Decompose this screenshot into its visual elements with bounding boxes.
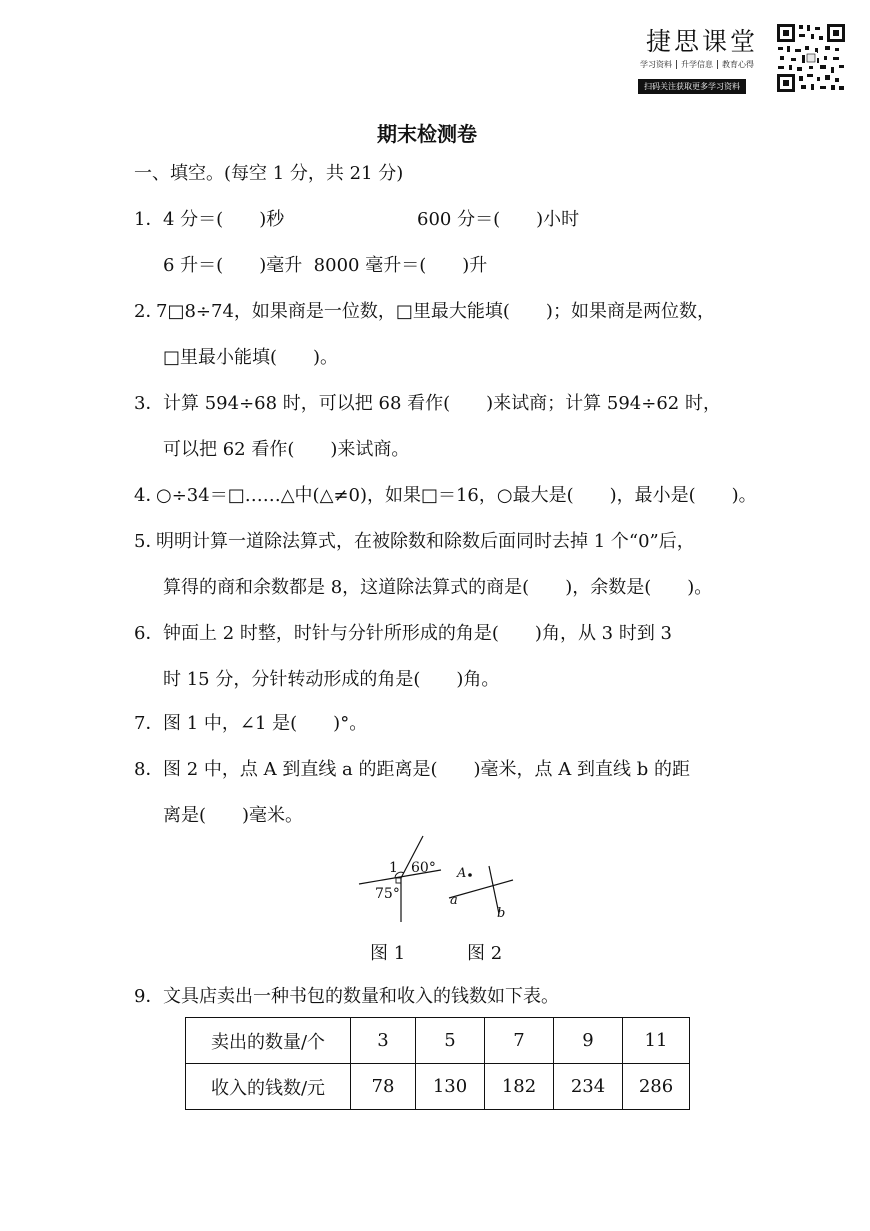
table-cell: 234 [554, 1064, 623, 1110]
point-a [468, 873, 472, 877]
figure-1-angle-label: 75° [375, 886, 400, 902]
q3-line2: 可以把 62 看作( )来试商。 [163, 439, 410, 460]
q2-line2: □里最小能填( )。 [163, 347, 339, 368]
q1-line2: 6 升＝( )毫升 8000 毫升＝( )升 [163, 255, 488, 276]
brand-tag: 升学信息 [681, 60, 713, 69]
brand-tag: 教育心得 [722, 60, 754, 69]
q5-line2: 算得的商和余数都是 8，这道除法算式的商是( )，余数是( )。 [163, 577, 713, 598]
figure-2-line-label: a [450, 893, 458, 908]
page-title: 期末检测卷 [377, 122, 477, 146]
brand-tag: 学习资料 [640, 60, 672, 69]
question-number: 1． [134, 209, 164, 230]
table-row-header: 卖出的数量/个 [186, 1018, 351, 1064]
q8-line1: 图 2 中，点 A 到直线 a 的距离是( )毫米，点 A 到直线 b 的距 [163, 759, 690, 780]
q1-part-b: 600 分＝( )小时 [417, 209, 580, 230]
question-number: 7． [134, 713, 164, 734]
question-number: 3． [134, 393, 164, 414]
question-number: 9． [134, 986, 164, 1007]
q6-line1: 钟面上 2 时整，时针与分针所形成的角是( )角，从 3 时到 3 [163, 623, 673, 644]
q5-line1: 明明计算一道除法算式，在被除数和除数后面同时去掉 1 个“0”后， [156, 531, 695, 552]
table-row-header: 收入的钱数/元 [186, 1064, 351, 1110]
brand-bar: 扫码关注获取更多学习资料 [638, 79, 746, 94]
table-cell: 130 [416, 1064, 485, 1110]
question-number: 8． [134, 759, 164, 780]
table-cell: 78 [351, 1064, 416, 1110]
q7-line1: 图 1 中，∠1 是( )°。 [163, 713, 368, 734]
q2-line1: 7□8÷74，如果商是一位数，□里最大能填( )；如果商是两位数， [156, 301, 715, 322]
data-table [185, 1017, 690, 1110]
section-heading: 一、填空。(每空 1 分，共 21 分) [134, 163, 404, 184]
q6-line2: 时 15 分，分针转动形成的角是( )角。 [163, 669, 500, 690]
q1-part-a: 4 分＝( )秒 [163, 209, 285, 230]
question-number: 4． [134, 485, 164, 506]
q4-line1: ○÷34＝□……△中(△≠0)，如果□＝16，○最大是( )，最小是( )。 [156, 485, 757, 506]
q8-line2: 离是( )毫米。 [163, 805, 304, 826]
table-cell: 5 [416, 1018, 485, 1064]
table-cell: 7 [485, 1018, 554, 1064]
question-number: 6． [134, 623, 164, 644]
table-cell: 11 [623, 1018, 690, 1064]
question-number: 5． [134, 531, 164, 552]
figure-1-angle-label: 60° [411, 860, 436, 876]
figure-2-caption: 图 2 [467, 943, 503, 964]
brand-tags [640, 59, 754, 70]
table-cell: 9 [554, 1018, 623, 1064]
figure-2-line-label: b [497, 906, 506, 921]
qr-code-icon[interactable] [775, 22, 847, 94]
table-row [186, 1018, 690, 1064]
question-number: 2． [134, 301, 164, 322]
figure-2-diagram [445, 858, 517, 924]
table-row [186, 1064, 690, 1110]
brand-title: 捷思课堂 [646, 27, 759, 56]
figure-1-caption: 图 1 [370, 943, 406, 964]
figure-1-diagram [355, 832, 445, 924]
q3-line1: 计算 594÷68 时，可以把 68 看作( )来试商；计算 594÷62 时， [163, 393, 721, 414]
q9-line1: 文具店卖出一种书包的数量和收入的钱数如下表。 [163, 986, 559, 1007]
table-cell: 3 [351, 1018, 416, 1064]
table-cell: 286 [623, 1064, 690, 1110]
figure-1-angle-label: 1 [389, 860, 398, 876]
table-cell: 182 [485, 1064, 554, 1110]
figure-2-point-label: A [457, 866, 467, 881]
